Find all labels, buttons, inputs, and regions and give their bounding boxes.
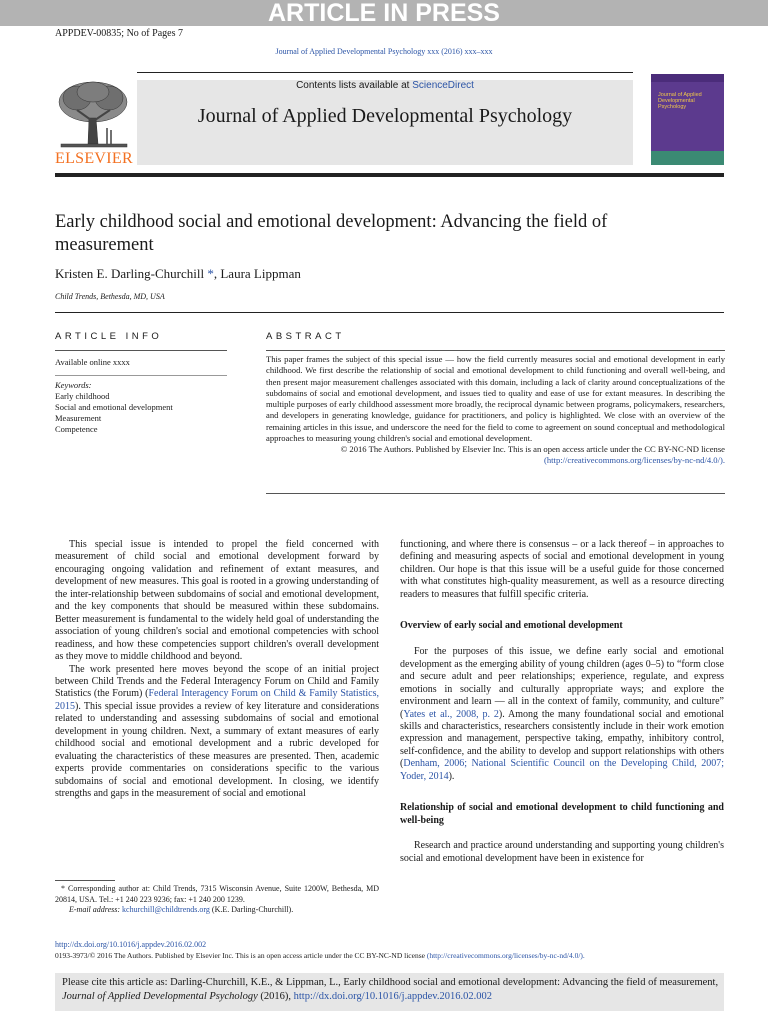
keyword-item: Early childhood <box>55 391 110 401</box>
bottom-license-link[interactable]: (http://creativecommons.org/licenses/by-nc-nd/4.0/). <box>426 951 585 960</box>
cite-year: (2016), <box>257 991 294 1002</box>
citation-link[interactable]: Denham, 2006; National Scientific Council on the Developing Child, 2007; Yoder, 2014 <box>400 758 724 782</box>
doi-link[interactable]: http://dx.doi.org/10.1016/j.appdev.2016.02.002 <box>55 940 207 949</box>
keyword-item: Social and emotional development <box>55 402 173 412</box>
abstract-text: This paper frames the subject of this special issue — how the field currently measures social and emotional development in early childhood. We first describe the relationship of social and emotional development to child functioning and overall well-being, and then present major measurement challenges associated with this domain, including a lack of clarity around conceptualizations of the subdomains of social and emotional development, and issues tied to quality and ease of use for extant measures. In describing the multiple purposes of early childhood assessment more broadly, the reciprocal dynamic between programs, policymakers, researchers, and developers in generating knowledge, guidance for practitioners, and policy is highlighted. We close with an overview of the remaining articles in this issue, and underscore the need for the field to come to agreement on sound conceptual and methodological approaches to measuring young children's social and emotional development. <box>266 354 725 443</box>
right-column <box>400 539 724 865</box>
journal-reference[interactable]: Journal of Applied Developmental Psychology xxx (2016) xxx–xxx <box>275 47 493 56</box>
article-title: Early childhood social and emotional development: Advancing the field of measurement <box>55 212 608 255</box>
cover-title: Journal of Applied Developmental Psychology <box>658 92 702 110</box>
sciencedirect-link[interactable]: ScienceDirect <box>412 80 474 91</box>
abstract-rule <box>266 350 725 351</box>
journal-title: Journal of Applied Developmental Psychology <box>197 105 573 127</box>
article-id: APPDEV-00835; No of Pages 7 <box>55 28 183 39</box>
affiliation: Child Trends, Bethesda, MD, USA <box>55 292 165 301</box>
paragraph-text: For the purposes of this issue, we define early social and emotional development as the emerging ability of young children (ages 0–5) to “form close and secure adult and peer relationships; experience, regulate, and express emotions in socially and culturally appropriate ways; and explore the environment and learn — all in the context of family, community, and culture” ( <box>400 646 724 720</box>
paragraph: Research and practice around understanding and supporting young children's social and emotional development have been in existence for <box>400 840 724 864</box>
keyword-item: Competence <box>55 424 98 434</box>
cite-text <box>62 976 722 1004</box>
paragraph-text: ). Among the many foundational social and emotional skills and characteristics, researchers consistently include in their work emotion expression and management, perspective taking, empathy, inhibitory control, self-confidence, and the ability to develop and support relationships with others ( <box>400 708 725 770</box>
contents-prefix: Contents lists available at <box>296 80 413 91</box>
email-line <box>55 905 379 916</box>
available-online: Available online xxxx <box>55 357 130 367</box>
authors <box>55 266 301 282</box>
header-bottom-rule <box>55 173 724 177</box>
email-suffix: (K.E. Darling-Churchill). <box>209 905 294 914</box>
keywords-label: Keywords: <box>55 380 92 390</box>
cite-doi-link[interactable]: http://dx.doi.org/10.1016/j.appdev.2016.02.002 <box>293 991 492 1002</box>
keywords-block <box>55 380 235 435</box>
section-heading: Relationship of social and emotional development to child functioning and well-being <box>400 802 724 827</box>
footnote <box>55 884 379 916</box>
article-info-rule <box>55 350 227 351</box>
citation-link[interactable]: Federal Interagency Forum on Child & Family Statistics, 2015 <box>55 688 379 712</box>
abstract-copyright <box>266 444 725 467</box>
elsevier-tree-logo <box>55 80 132 150</box>
abstract-heading: ABSTRACT <box>266 331 345 342</box>
section-heading: Overview of early social and emotional development <box>400 620 623 632</box>
abstract-body <box>266 354 725 467</box>
bottom-copyright <box>55 951 735 960</box>
cite-prefix: Please cite this article as: Darling-Churchill, K.E., & Lippman, L., Early childhood social and emotional development: Advancing the field of measurement, <box>62 977 719 988</box>
paragraph-text: ). <box>448 770 455 782</box>
paragraph-text: The work presented here moves beyond the scope of an initial project between Child Trends and the Federal Interagency Forum on Child and Family Statistics (the Forum) ( <box>55 663 379 700</box>
cover-band-bottom <box>651 151 724 165</box>
paragraph: functioning, and where there is consensus – or a lack thereof – in approaches to defining and measuring aspects of social and emotional development in young children. Our hope is that this issue will be a useful guide for those concerned with what constitutes high-quality measurement, as well as a resource directing readers to measures that fulfill specific criteria. <box>400 539 724 600</box>
keywords-rule <box>55 375 227 376</box>
article-info-heading: ARTICLE INFO <box>55 331 163 342</box>
citation-link[interactable]: Yates et al., 2008, p. 2 <box>403 708 499 720</box>
keyword-item: Measurement <box>55 413 102 423</box>
paragraph <box>400 646 724 783</box>
header-top-rule <box>137 72 633 73</box>
email-label: E-mail address: <box>69 905 123 914</box>
footnote-rule <box>55 880 115 881</box>
corresponding-star[interactable]: * <box>207 266 214 281</box>
cover-band-top <box>651 74 724 82</box>
paragraph-text: ). This special issue provides a review of key literature and considerations related to understanding and assessing subdomains of social and emotional development in young children. Next, a summary of extant measures of early childhood social and emotional development and a rubric developed for evaluating the characteristics of these measures are presented. Then, academic experts provide commentaries on considerations specific to the various subdomains of social and emotional development. In closing, we identify strengths and gaps in the measurement of social and emotional <box>55 700 379 800</box>
email-link[interactable]: kchurchill@childtrends.org <box>122 905 210 914</box>
abstract-copyright-text: © 2016 The Authors. Published by Elsevier Inc. This is an open access article under the CC BY-NC-ND license <box>340 444 725 454</box>
paragraph: This special issue is intended to propel the field concerned with measurement of child social and emotional development forward by encouraging ongoing validation and refinement of extant measures, and development of new measures. This goal is rooted in a growing understanding of the inter-relationship between subdomains of social and emotional development, and the key components that should be measured within these subdomains. Better measurement is fundamental to the widely held goal of understanding the association of young children's social and emotional competencies with school readiness, and how these competencies support children's overall development as they move to middle childhood and beyond. <box>55 539 379 663</box>
author-2[interactable]: , Laura Lippman <box>213 266 301 281</box>
elsevier-wordmark: ELSEVIER <box>55 150 133 167</box>
info-top-rule <box>55 312 724 313</box>
banner-title: ARTICLE IN PRESS <box>268 0 500 27</box>
abstract-bottom-rule <box>266 493 725 494</box>
author-1[interactable]: Kristen E. Darling-Churchill <box>55 266 208 281</box>
paragraph <box>55 664 379 801</box>
bottom-copyright-text: 0193-3973/© 2016 The Authors. Published by Elsevier Inc. This is an open access article under the CC BY-NC-ND license <box>55 951 427 960</box>
license-link[interactable]: (http://creativecommons.org/licenses/by-nc-nd/4.0/). <box>544 455 725 466</box>
left-column <box>55 539 379 801</box>
corresponding-author: * Corresponding author at: Child Trends, 7315 Wisconsin Avenue, Suite 1200W, Bethesda, MD 20814, USA. Tel.: +1 240 223 9236; fax: +1 240 200 1239. <box>55 884 379 904</box>
contents-line <box>137 80 633 91</box>
cite-journal: Journal of Applied Developmental Psychology <box>62 991 258 1002</box>
